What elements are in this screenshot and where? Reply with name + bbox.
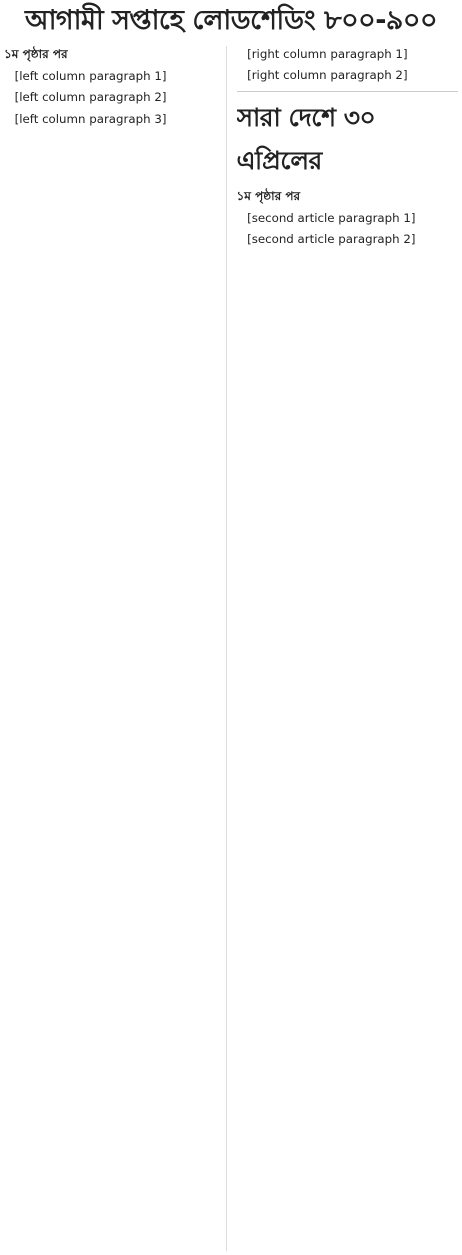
second-article-continuation-label: ১ম পৃষ্ঠার পর: [236, 188, 301, 203]
paragraph: [right column paragraph 2]: [247, 68, 408, 83]
article-columns: [4, 46, 458, 1251]
article-headline: আগামী সপ্তাহে লোডশেডিং ৮০০-৯০০: [24, 4, 438, 36]
second-article-headline: সারা দেশে ৩০ এপ্রিলের: [236, 102, 376, 175]
paragraph: [right column paragraph 1]: [247, 47, 408, 61]
paragraph: [left column paragraph 2]: [14, 90, 167, 105]
paragraph: [second article paragraph 1]: [247, 210, 416, 225]
right-column: [237, 46, 459, 1251]
paragraph: [left column paragraph 1]: [14, 69, 167, 83]
paragraph: [second article paragraph 2]: [247, 232, 416, 247]
continuation-label: ১ম পৃষ্ঠার পর: [4, 47, 68, 61]
article-divider: [237, 91, 459, 92]
paragraph: [left column paragraph 3]: [14, 111, 167, 126]
left-column: [4, 46, 227, 1251]
